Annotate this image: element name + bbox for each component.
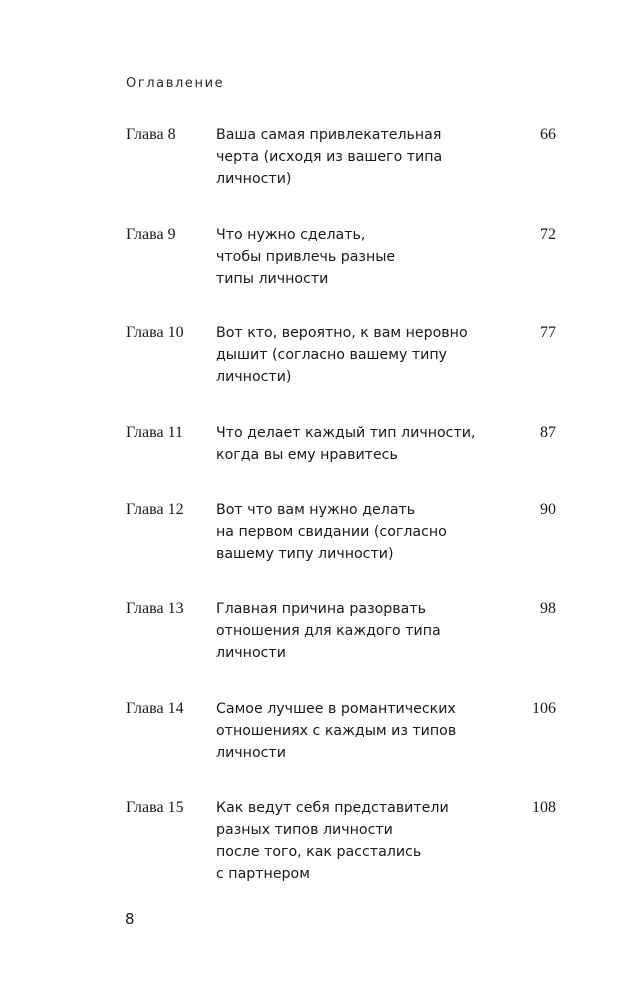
chapter-title: Что нужно сделать, чтобы привлечь разные типы личности [216,227,396,287]
page-number: 72 [540,226,556,243]
chapter-title: Главная причина разорвать отношения для каждого типа личности [216,601,441,661]
page-number: 66 [540,126,556,143]
page-number: 77 [540,324,556,341]
chapter-title: Самое лучшее в романтических отношениях с каждым из типов личности [216,701,457,761]
folio-page-number: 8 [125,910,135,928]
chapter-label: Глава 13 [126,600,184,617]
chapter-title: Как ведут себя представители разных типов личности после того, как расстались с партнером [216,800,449,882]
chapter-label: Глава 11 [126,424,183,441]
chapter-title: Вот что вам нужно делать на первом свидании (согласно вашему типу личности) [216,502,447,562]
chapter-label: Глава 8 [126,126,176,143]
chapter-label: Глава 9 [126,226,176,243]
chapter-title: Что делает каждый тип личности, когда вы ему нравитесь [216,425,476,463]
page-number: 98 [540,600,556,617]
page-number: 90 [540,501,556,518]
page-number: 106 [532,700,556,717]
chapter-label: Глава 15 [126,799,184,816]
chapter-label: Глава 10 [126,324,184,341]
running-header: Оглавление [126,76,225,91]
chapter-title: Вот кто, вероятно, к вам неровно дышит (согласно вашему типу личности) [216,325,468,385]
page-number: 87 [540,424,556,441]
chapter-title: Ваша самая привлекательная черта (исходя из вашего типа личности) [216,127,443,187]
page-number: 108 [532,799,556,816]
chapter-label: Глава 12 [126,501,184,518]
chapter-label: Глава 14 [126,700,184,717]
